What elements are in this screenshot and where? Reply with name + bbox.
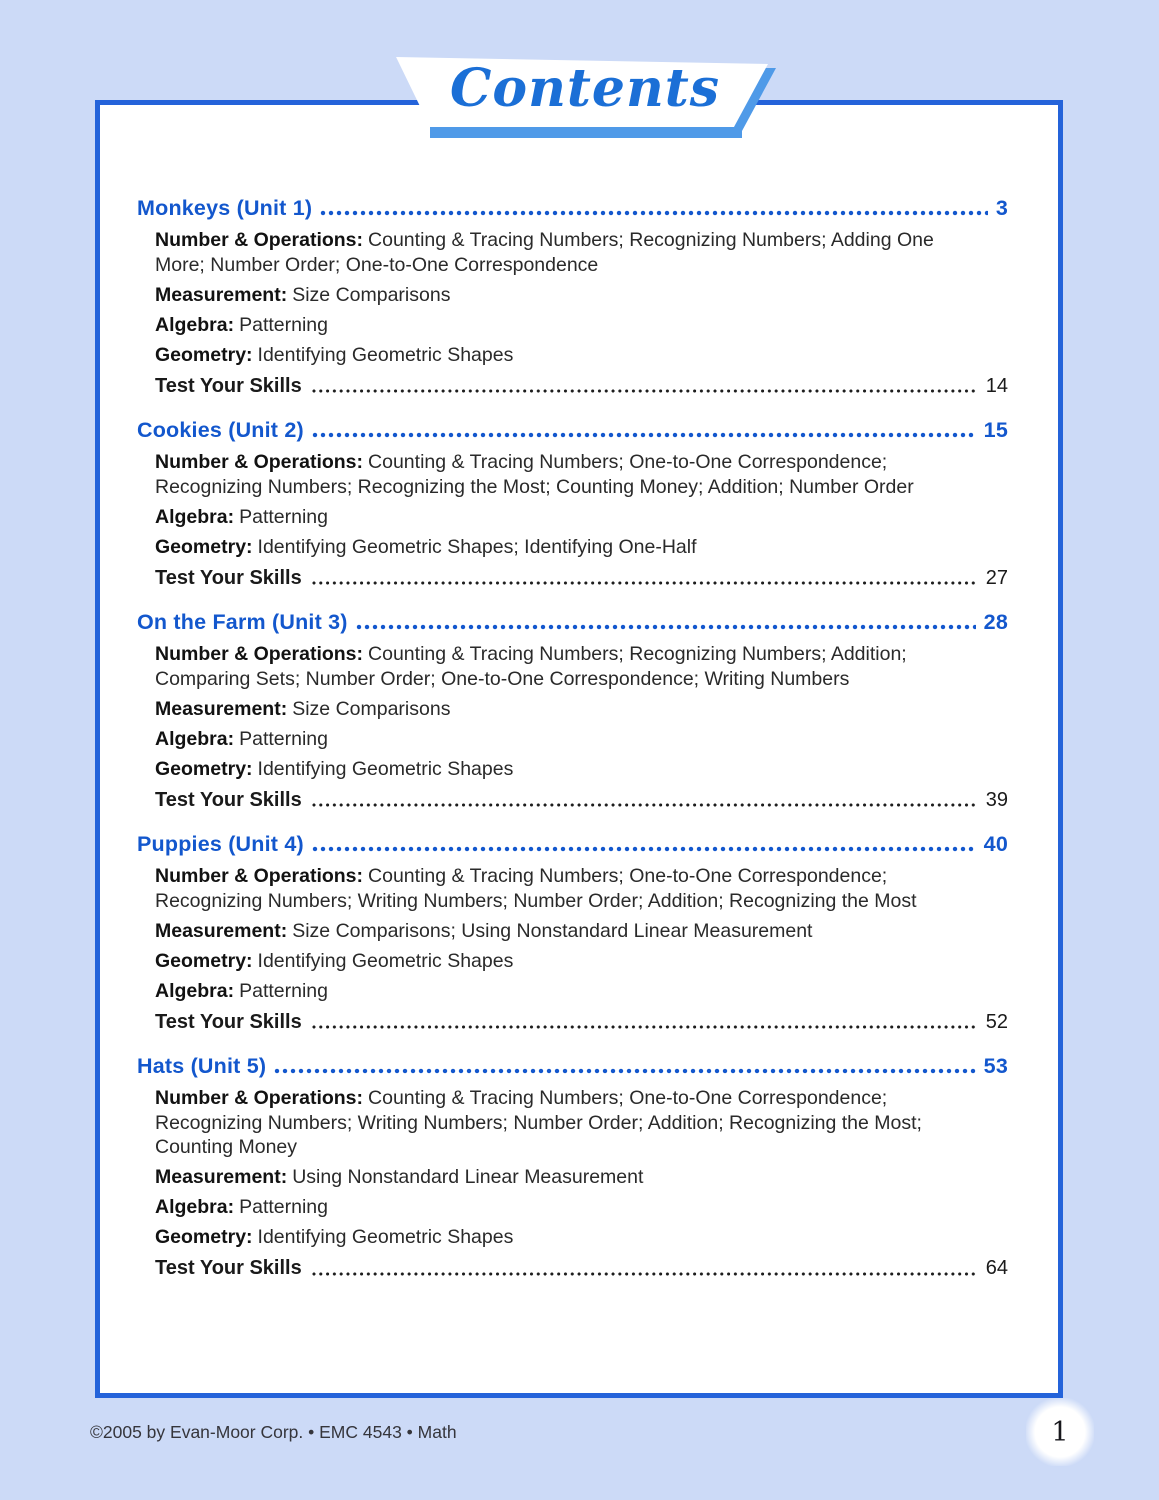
unit-title: Monkeys (Unit 1) [137, 196, 313, 220]
entry-category-label: Number & Operations: [155, 865, 364, 887]
entry-skills-text: Patterning [239, 1196, 329, 1218]
test-your-skills-label: Test Your Skills [155, 566, 302, 589]
entry-skills-text: Counting & Tracing Numbers; One-to-One Correspondence; Recognizing Numbers; Writing Numbers; Number Order; Addition; Recognizing the Most; Counting Money [155, 1087, 922, 1158]
entry-skills-text: Size Comparisons [292, 697, 451, 720]
dotted-leader [312, 579, 978, 587]
test-your-skills-row [155, 788, 1008, 813]
unit-entries [137, 864, 1008, 1003]
unit-entry [155, 642, 967, 691]
dotted-leader [312, 844, 976, 853]
unit-page-number: 40 [983, 832, 1008, 856]
unit-entry [155, 949, 967, 974]
dotted-leader [312, 387, 978, 395]
unit-entry [155, 697, 967, 722]
test-your-skills-label: Test Your Skills [155, 1010, 302, 1033]
unit-title: Cookies (Unit 2) [137, 418, 304, 442]
entry-category-label: Algebra: [155, 505, 235, 528]
unit-entries [137, 450, 1008, 559]
unit-entry [155, 919, 967, 944]
dotted-leader [312, 1270, 978, 1278]
entry-skills-text: Size Comparisons; Using Nonstandard Linear Measurement [292, 919, 813, 942]
unit-entry [155, 1195, 967, 1220]
unit-entry [155, 505, 967, 530]
entry-skills-text: Counting & Tracing Numbers; One-to-One Correspondence; Recognizing Numbers; Writing Numbers; Number Order; Addition; Recognizing the Most [155, 865, 917, 912]
unit-heading-row [137, 833, 1008, 855]
dotted-leader [274, 1066, 975, 1075]
entry-skills-text: Size Comparisons [292, 283, 451, 306]
copyright-text: ©2005 by Evan-Moor Corp. • EMC 4543 • Math [90, 1422, 457, 1442]
unit-entry [155, 1225, 967, 1250]
unit-title: On the Farm (Unit 3) [137, 610, 348, 634]
entry-skills-text: Identifying Geometric Shapes; Identifying One-Half [257, 535, 697, 558]
table-of-contents [100, 105, 1058, 1302]
page-number-badge [1026, 1398, 1094, 1466]
dotted-leader [312, 430, 976, 439]
entry-skills-text: Identifying Geometric Shapes [257, 1226, 514, 1248]
contents-banner [390, 54, 790, 146]
unit-page-number: 3 [995, 196, 1008, 220]
test-your-skills-page-number: 14 [985, 374, 1008, 397]
dotted-leader [312, 1023, 978, 1031]
test-your-skills-page-number: 64 [985, 1257, 1008, 1279]
unit-page-number: 28 [983, 610, 1008, 634]
toc-unit [137, 1055, 1008, 1281]
unit-entry [155, 343, 967, 368]
entry-category-label: Measurement: [155, 283, 288, 306]
test-your-skills-row [155, 566, 1008, 591]
unit-entry [155, 1165, 967, 1190]
unit-heading-row [137, 197, 1008, 219]
unit-title: Puppies (Unit 4) [137, 832, 304, 856]
entry-skills-text: Patterning [239, 727, 329, 750]
unit-entries [137, 228, 1008, 367]
unit-entries [137, 1086, 1008, 1250]
test-your-skills-page-number: 39 [985, 788, 1008, 811]
entry-skills-text: Identifying Geometric Shapes [257, 343, 514, 366]
test-your-skills-row [155, 1010, 1008, 1035]
content-box [95, 100, 1063, 1398]
entry-skills-text: Patterning [239, 979, 329, 1002]
unit-heading-row [137, 1055, 1008, 1077]
entry-category-label: Algebra: [155, 1196, 235, 1218]
entry-skills-text: Using Nonstandard Linear Measurement [292, 1166, 644, 1188]
entry-category-label: Algebra: [155, 979, 235, 1002]
unit-entry [155, 313, 967, 338]
unit-page-number: 15 [983, 418, 1008, 442]
unit-entry [155, 727, 967, 752]
entry-category-label: Geometry: [155, 535, 253, 558]
toc-unit [137, 833, 1008, 1034]
entry-category-label: Number & Operations: [155, 1087, 364, 1109]
test-your-skills-page-number: 52 [985, 1010, 1008, 1033]
unit-entries [137, 642, 1008, 781]
dotted-leader [312, 801, 978, 809]
unit-entry [155, 979, 967, 1004]
unit-title: Hats (Unit 5) [137, 1054, 267, 1078]
test-your-skills-label: Test Your Skills [155, 788, 302, 811]
entry-skills-text: Patterning [239, 313, 329, 336]
entry-category-label: Geometry: [155, 949, 253, 972]
entry-skills-text: Counting & Tracing Numbers; One-to-One Correspondence; Recognizing Numbers; Recognizing the Most; Counting Money; Addition; Number Order [155, 451, 914, 498]
entry-skills-text: Identifying Geometric Shapes [257, 757, 514, 780]
unit-entry [155, 757, 967, 782]
test-your-skills-row [155, 374, 1008, 399]
entry-category-label: Number & Operations: [155, 451, 364, 473]
entry-category-label: Number & Operations: [155, 643, 364, 665]
unit-entry [155, 864, 967, 913]
entry-category-label: Geometry: [155, 757, 253, 780]
unit-heading-row [137, 419, 1008, 441]
unit-page-number: 53 [983, 1054, 1008, 1078]
unit-entry [155, 283, 967, 308]
test-your-skills-label: Test Your Skills [155, 1257, 302, 1279]
entry-category-label: Algebra: [155, 727, 235, 750]
entry-skills-text: Counting & Tracing Numbers; Recognizing Numbers; Addition; Comparing Sets; Number Order; One-to-One Correspondence; Writing Numbers [155, 643, 907, 690]
toc-unit [137, 197, 1008, 398]
page-number: 1 [1051, 1416, 1069, 1448]
test-your-skills-row [155, 1256, 1008, 1281]
dotted-leader [356, 622, 976, 631]
entry-skills-text: Patterning [239, 505, 329, 528]
toc-units [137, 197, 1008, 1281]
toc-unit [137, 611, 1008, 812]
unit-entry [155, 1086, 967, 1160]
entry-category-label: Measurement: [155, 697, 288, 720]
unit-heading-row [137, 611, 1008, 633]
entry-category-label: Number & Operations: [155, 229, 364, 251]
unit-entry [155, 535, 967, 560]
entry-category-label: Algebra: [155, 313, 235, 336]
unit-entry [155, 228, 967, 277]
entry-skills-text: Counting & Tracing Numbers; Recognizing Numbers; Adding One More; Number Order; One-to-One Correspondence [155, 229, 934, 276]
toc-unit [137, 419, 1008, 590]
entry-skills-text: Identifying Geometric Shapes [257, 949, 514, 972]
entry-category-label: Geometry: [155, 343, 253, 366]
test-your-skills-page-number: 27 [985, 566, 1008, 589]
test-your-skills-label: Test Your Skills [155, 374, 302, 397]
page-title: Contents [450, 58, 721, 119]
unit-entry [155, 450, 967, 499]
entry-category-label: Measurement: [155, 919, 288, 942]
entry-category-label: Geometry: [155, 1226, 253, 1248]
entry-category-label: Measurement: [155, 1166, 288, 1188]
dotted-leader [320, 208, 988, 217]
